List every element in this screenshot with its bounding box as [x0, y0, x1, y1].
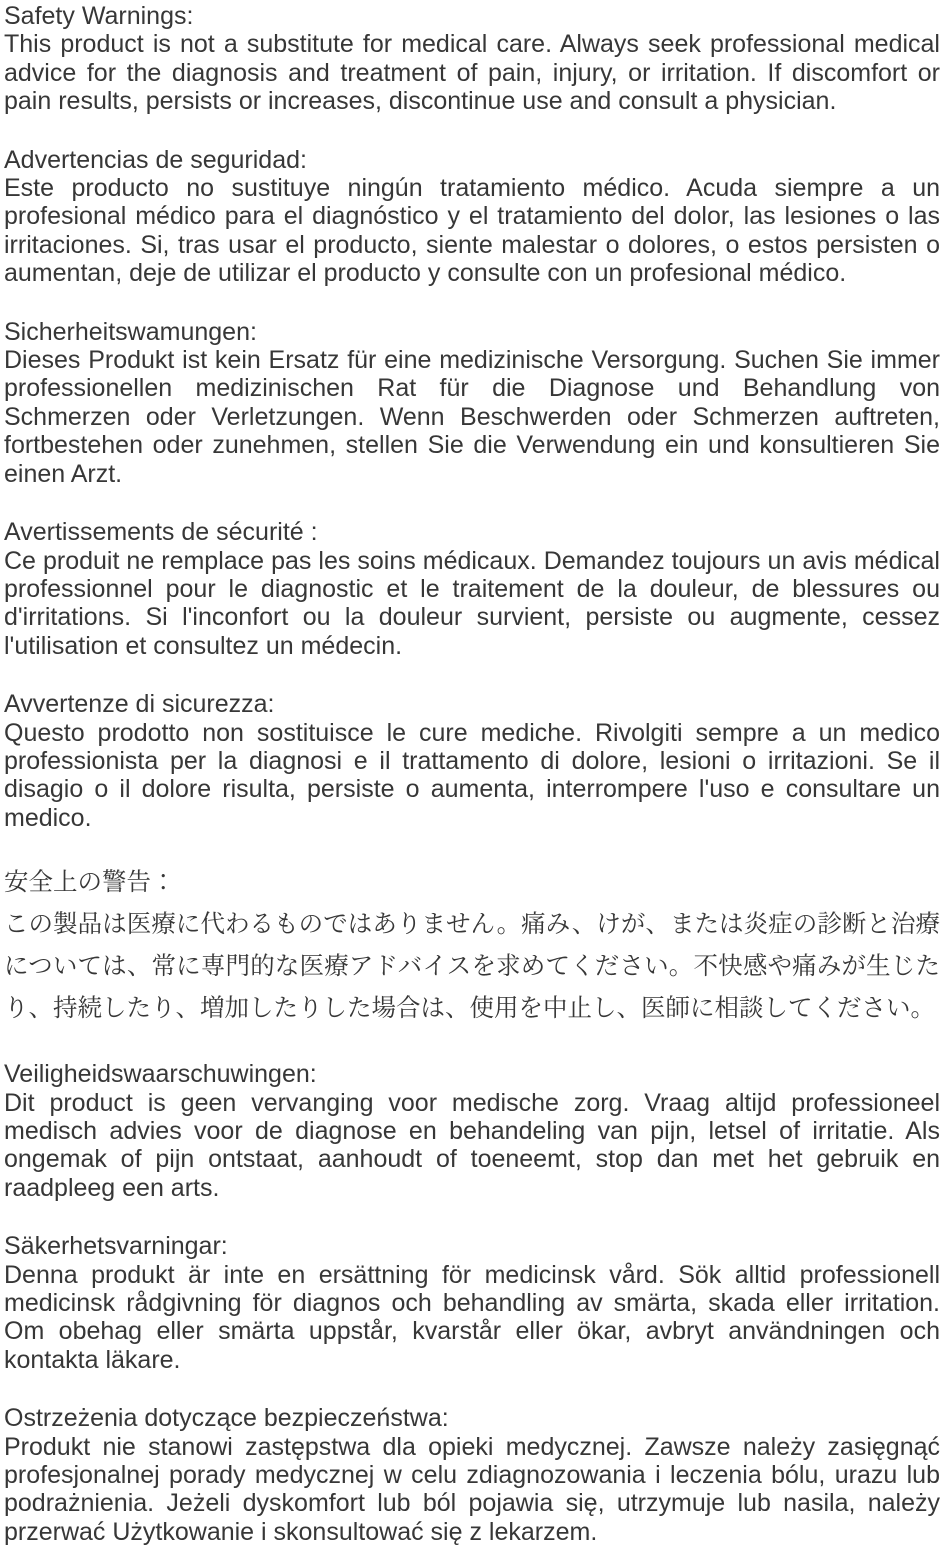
section-body-italian: Questo prodotto non sostituisce le cure mediche. Rivolgiti sempre a un medico professionista per la diagnosi e il trattamento di dolore, lesioni o irritazioni. Se il disagio o il dolore risulta, persiste o aumenta, interrompere l'uso e consultare un medico. [4, 718, 940, 832]
section-heading-polish: Ostrzeżenia dotyczące bezpieczeństwa: [4, 1404, 449, 1433]
section-safety-warnings-japanese [4, 862, 940, 1030]
section-heading-german: Sicherheitswamungen: [4, 317, 257, 346]
section-body-english: This product is not a substitute for medical care. Always seek professional medical advice for the diagnosis and treatment of pain, injury, or irritation. If discomfort or pain results, persists or increases, discontinue use and consult a physician. [4, 30, 940, 116]
section-body-dutch: Dit product is geen vervanging voor medische zorg. Vraag altijd professioneel medisch advies voor de diagnose en behandeling van pijn, letsel of irritatie. Als ongemak of pijn ontstaat, aanhoudt of toeneemt, stop dan met het gebruik en raadpleeg een arts. [4, 1088, 940, 1202]
section-safety-warnings-swedish [4, 1232, 940, 1374]
section-safety-warnings-polish [4, 1404, 940, 1546]
section-heading-french: Avertissements de sécurité : [4, 518, 318, 547]
section-safety-warnings-german [4, 318, 940, 488]
section-body-german: Dieses Produkt ist kein Ersatz für eine medizinische Versorgung. Suchen Sie immer professionellen medizinischen Rat für die Diagnose und Behandlung von Schmerzen oder Verletzungen. Wenn Beschwerden oder Schmerzen auftreten, fortbestehen oder zunehmen, stellen Sie die Verwendung ein und konsultieren Sie einen Arzt. [4, 346, 940, 488]
section-safety-warnings-italian [4, 690, 940, 832]
section-heading-spanish: Advertencias de seguridad: [4, 145, 307, 174]
section-safety-warnings-french [4, 518, 940, 660]
section-heading-swedish: Säkerhetsvarningar: [4, 1232, 228, 1261]
section-body-japanese: この製品は医療に代わるものではありません。痛み、けが、または炎症の診断と治療については、常に専門的な医療アドバイスを求めてください。不快感や痛みが生じたり、持続したり、増加したりした場合は、使用を中止し、医師に相談してください。 [4, 911, 940, 1023]
section-body-french: Ce produit ne remplace pas les soins médicaux. Demandez toujours un avis médical professionnel pour le diagnostic et le traitement de la douleur, de blessures ou d'irritations. Si l'inconfort ou la douleur survient, persiste ou augmente, cessez l'utilisation et consultez un médecin. [4, 546, 940, 660]
section-heading-italian: Avvertenze di sicurezza: [4, 690, 275, 719]
section-heading-japanese: 安全上の警告： [4, 869, 176, 897]
section-heading-english: Safety Warnings: [4, 2, 194, 30]
section-heading-dutch: Veiligheidswaarschuwingen: [4, 1060, 317, 1089]
section-body-polish: Produkt nie stanowi zastępstwa dla opieki medycznej. Zawsze należy zasięgnąć profesjonalnej porady medycznej w celu zdiagnozowania i leczenia bólu, urazu lub podrażnienia. Jeżeli dyskomfort lub ból pojawia się, utrzymuje lub nasila, należy przerwać Użytkowanie i skonsultować się z lekarzem. [4, 1432, 940, 1546]
section-safety-warnings-spanish [4, 146, 940, 288]
section-body-swedish: Denna produkt är inte en ersättning för medicinsk vård. Sök alltid professionell medicinsk rådgivning för diagnos och behandling av smärta, skada eller irritation. Om obehag eller smärta uppstår, kvarstår eller ökar, avbryt användningen och kontakta läkare. [4, 1260, 940, 1374]
section-safety-warnings-english [4, 2, 940, 116]
section-body-spanish: Este producto no sustituye ningún tratamiento médico. Acuda siempre a un profesional médico para el diagnóstico y el tratamiento del dolor, las lesiones o las irritaciones. Si, tras usar el producto, siente malestar o dolores, o estos persisten o aumentan, deje de utilizar el producto y consulte con un profesional médico. [4, 174, 940, 288]
section-safety-warnings-dutch [4, 1060, 940, 1202]
